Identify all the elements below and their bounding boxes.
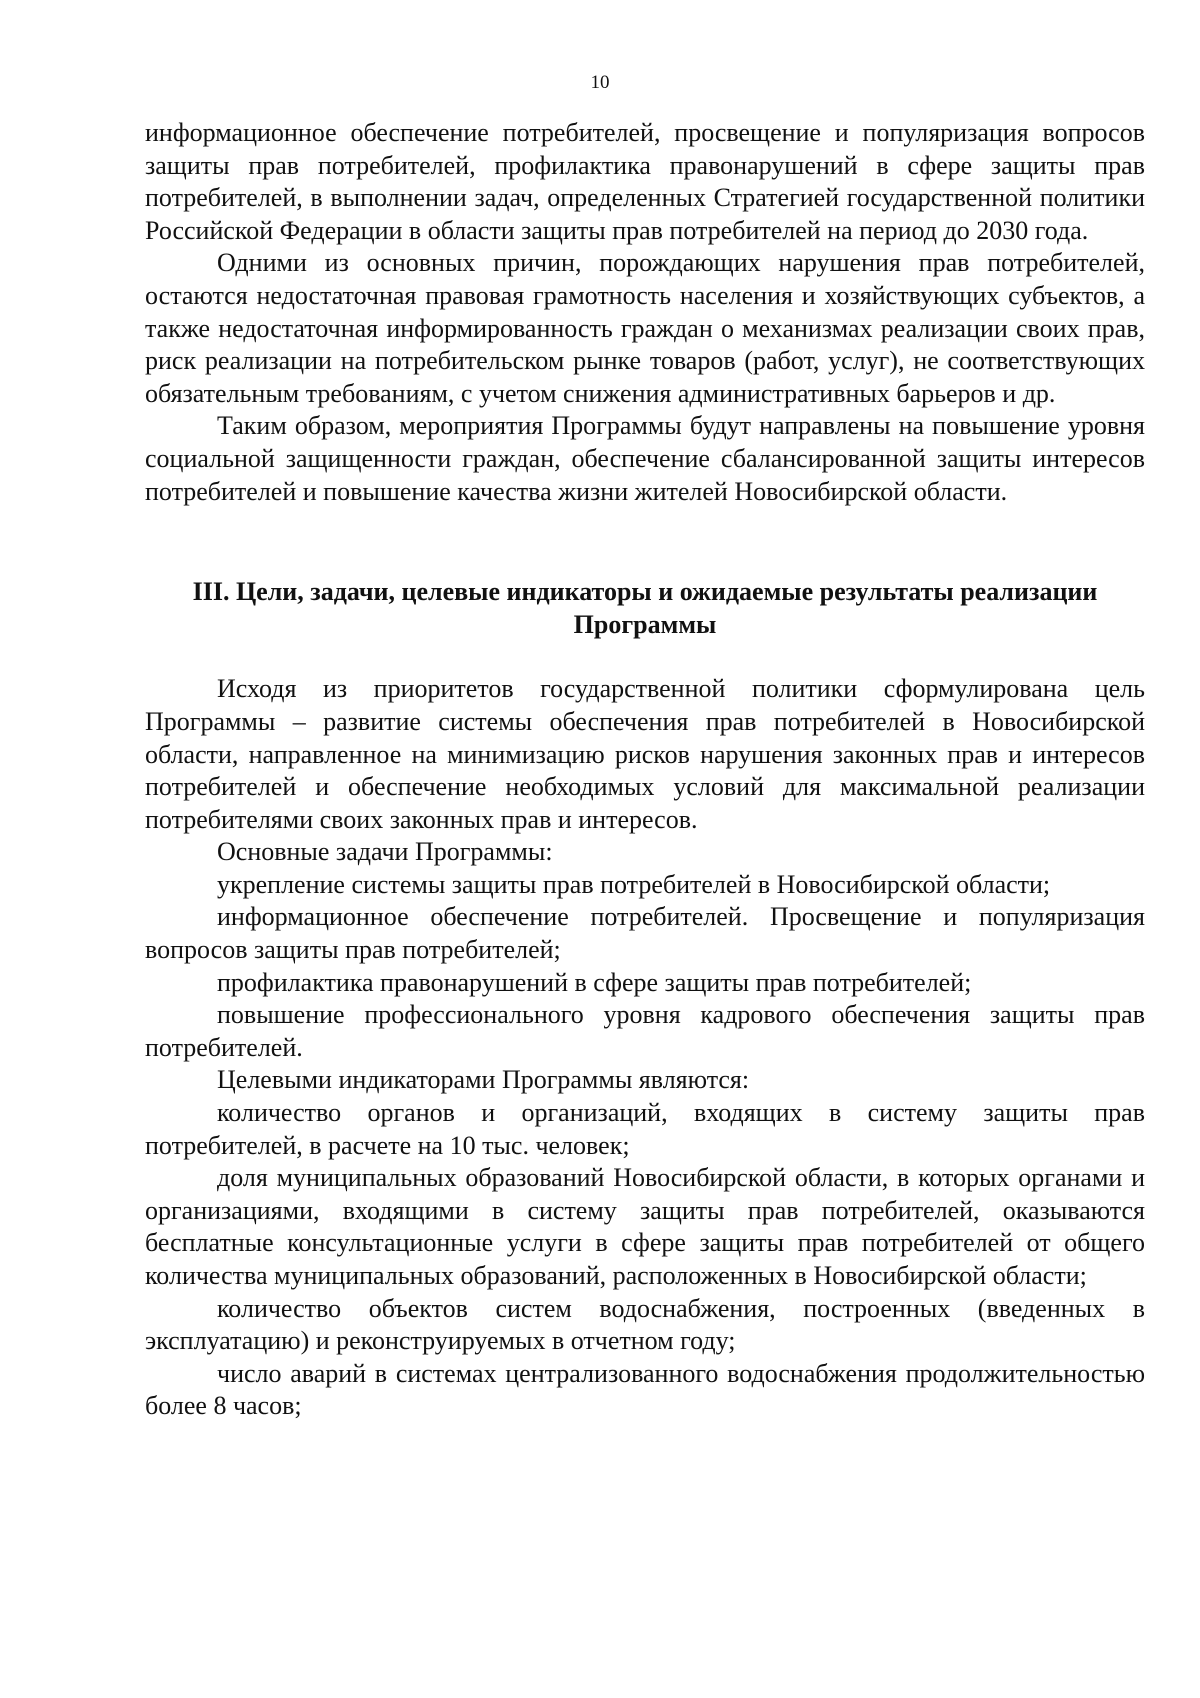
section-title-line-1: III. Цели, задачи, целевые индикаторы и ожидаемые результаты реализации	[192, 577, 1098, 607]
section-title-line-2: Программы	[573, 609, 717, 639]
indicator-item-3: количество объектов систем водоснабжения, построенных (введенных в эксплуатацию) и реконструируемых в отчетном году;	[145, 1293, 1145, 1356]
section-title	[145, 508, 1145, 673]
task-item-3: профилактика правонарушений в сфере защиты прав потребителей;	[217, 967, 972, 997]
task-item-1: укрепление системы защиты прав потребителей в Новосибирской области;	[217, 869, 1051, 899]
page-number: 10	[590, 72, 610, 93]
intro-paragraph-2: Одними из основных причин, порождающих нарушения прав потребителей, остаются недостаточная правовая грамотность населения и хозяйствующих субъектов, а также недостаточная информированность граждан о механизмах реализации своих прав, риск реализации на потребительском рынке товаров (работ, услуг), не соответствующих обязательным требованиям, с учетом снижения административных барьеров и др.	[145, 248, 1145, 408]
indicator-item-2: доля муниципальных образований Новосибирской области, в которых органами и организациями, входящими в систему защиты прав потребителей, оказываются бесплатные консультационные услуги в сфере защиты прав потребителей от общего количества муниципальных образований, расположенных в Новосибирской области;	[145, 1163, 1145, 1290]
indicator-item-1: количество органов и организаций, входящих в систему защиты прав потребителей, в расчете на 10 тыс. человек;	[145, 1098, 1145, 1160]
intro-paragraph-3: Таким образом, мероприятия Программы будут направлены на повышение уровня социальной защищенности граждан, обеспечение сбалансированной защиты интересов потребителей и повышение качества жизни жителей Новосибирской области.	[145, 411, 1145, 506]
indicators-heading: Целевыми индикаторами Программы являются:	[217, 1065, 750, 1095]
document-body	[145, 117, 1145, 1423]
tasks-heading: Основные задачи Программы:	[217, 837, 553, 867]
task-item-2: информационное обеспечение потребителей. Просвещение и популяризация вопросов защиты прав потребителей;	[145, 902, 1145, 965]
goal-paragraph: Исходя из приоритетов государственной политики сформулирована цель Программы – развитие системы обеспечения прав потребителей в Новосибирской области, направленное на минимизацию рисков нарушения законных прав и интересов потребителей и обеспечение необходимых условий для максимальной реализации потребителями своих законных прав и интересов.	[145, 674, 1145, 834]
intro-paragraph-1: информационное обеспечение потребителей, просвещение и популяризация вопросов защиты прав потребителей, профилактика правонарушений в сфере защиты прав потребителей, в выполнении задач, определенных Стратегией государственной политики Российской Федерации в области защиты прав потребителей на период до 2030 года.	[145, 118, 1145, 245]
indicator-item-4: число аварий в системах централизованного водоснабжения продолжительностью более 8 часов;	[145, 1358, 1145, 1421]
task-item-4: повышение профессионального уровня кадрового обеспечения защиты прав потребителей.	[145, 1000, 1145, 1062]
